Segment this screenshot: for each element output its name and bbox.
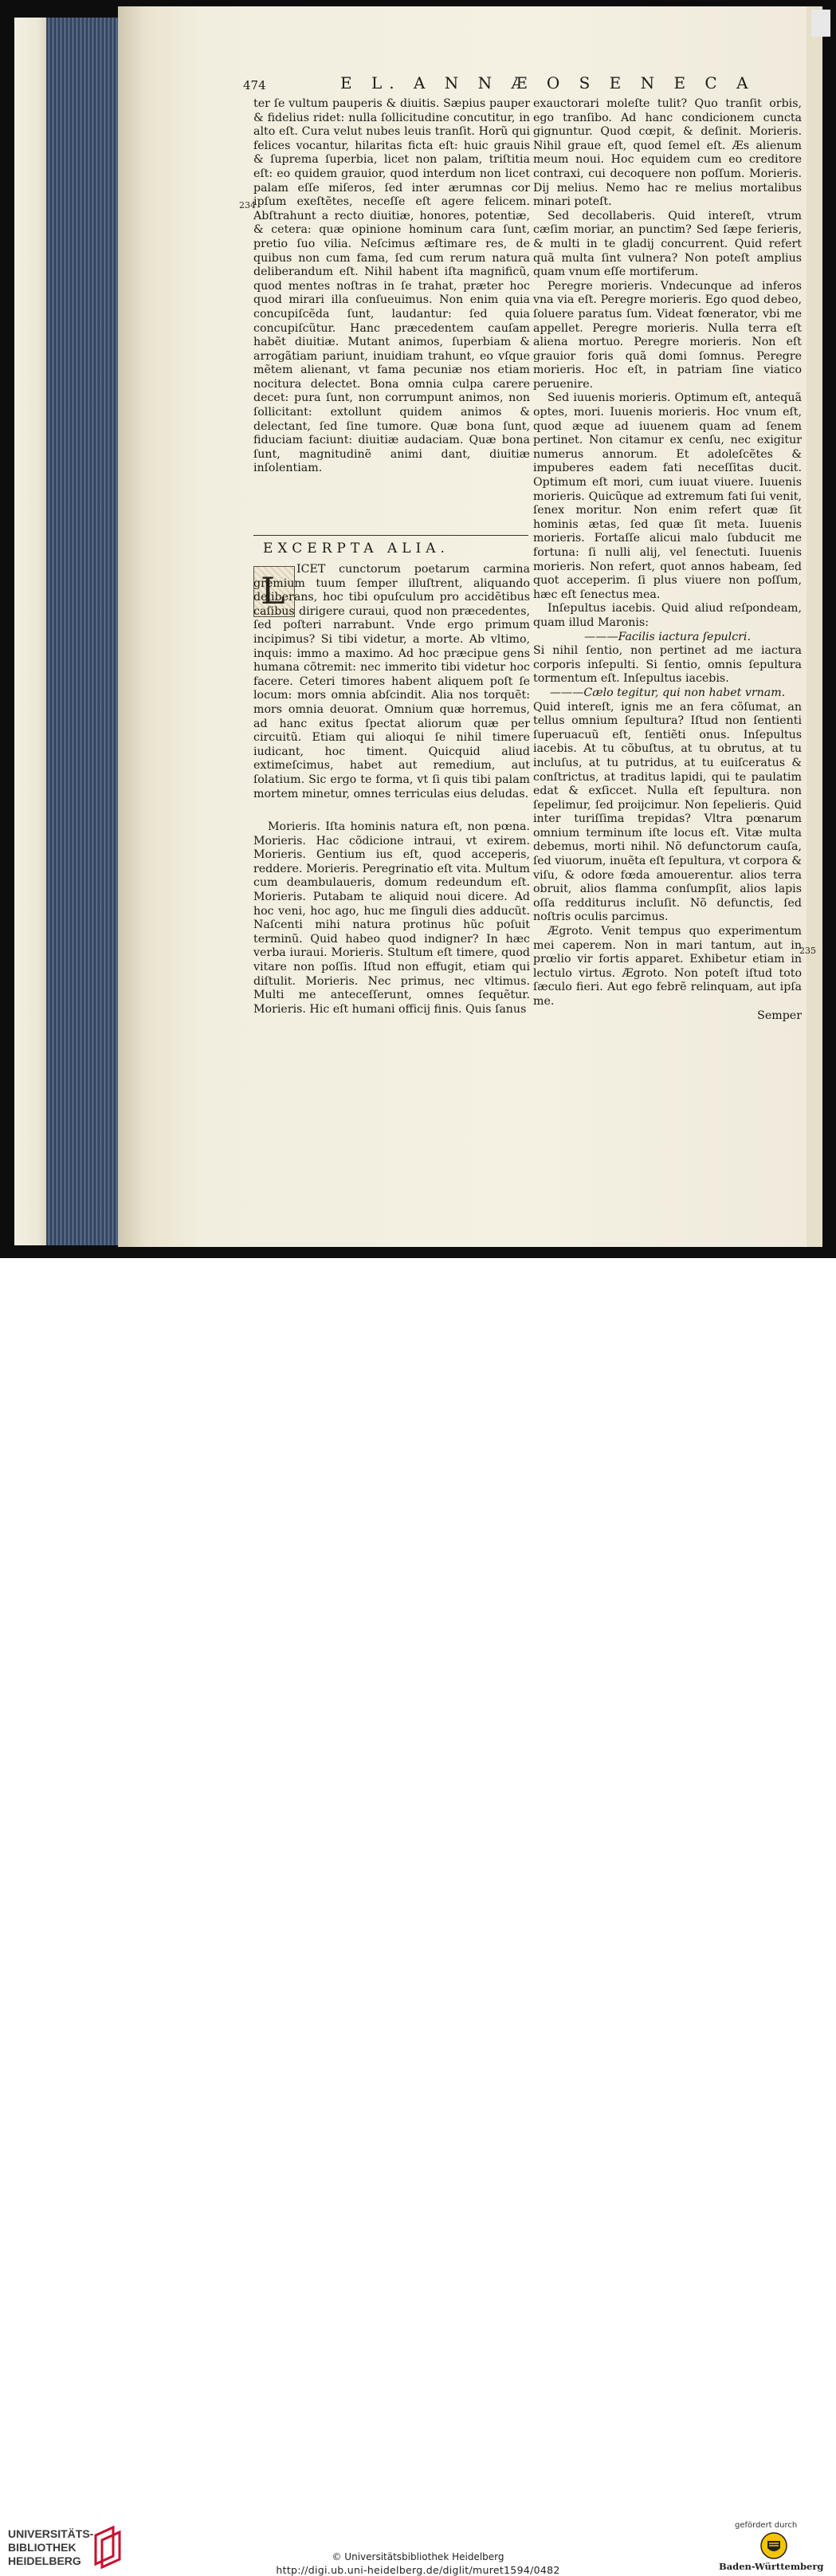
right-paragraph: Peregre morieris. Vndecunque ad inferos vna via eſt. Peregre morieris. Ego quod debeo, ſoluere paratus ſum. Videat fœnerator, vbi me appellet. Peregre morieris. Nulla terra eſt aliena mortuo. Peregre morieris. Non eſt grauior foris quã domi ſomnus. Peregre morieris. Hoc eſt, in patriam ſine viatico peruenire.: [533, 279, 802, 391]
source-url[interactable]: http://digi.ub.uni-heidelberg.de/diglit/muret1594/0482: [276, 2564, 560, 2576]
sponsor-label: gefördert durch: [735, 2521, 798, 2530]
catchword: Semper: [757, 1009, 802, 1022]
page-gutter: [807, 6, 822, 1247]
footer: [0, 1258, 836, 2576]
right-paragraph: Sed iuuenis morieris. Optimum eſt, antequã optes, mori. Iuuenis morieris. Hoc vnum eſt, quod æque ad iuuenem quam ad ſenem pertinet. Non citamur ex cenſu, nec exigitur numerus annorum. Et adoleſcẽtes & impuberes eadem fati neceſſitas ducit. Optimum eſt mori, cum iuuat viuere. Iuuenis morieris. Quicũque ad extremum fati ſui venit, ſenex moritur. Non enim refert quæ ſit hominis ætas, ſed quæ ſit meta. Iuuenis morieris. Fortaſſe alicui malo ſubducit me fortuna: ſi nulli alij, vel ſenectuti. Iuuenis morieris. Non refert, quot annos habeam, ſed quot acceperim. ſi plus viuere non poſſum, hæc eſt ſenectus mea.: [533, 391, 802, 601]
section-body: [253, 563, 530, 801]
right-paragraph: Sed decollaberis. Quid intereſt, vtrum cæſim moriar, an punctim? Sed ſæpe ferieris, & multi in te gladij concurrent. Quid refert quã multa ſint vulnera? Non poteſt amplius quam vnum eſſe mortiferum.: [533, 209, 802, 279]
margin-number-right: 235: [799, 946, 816, 956]
scan-background: [0, 0, 836, 1258]
right-paragraph: exauctorari moleſte tulit? Quo tranſit orbis, ego tranſibo. Ad hanc condicionem cuncta gignuntur. Quod cœpit, & deſinit. Morieris. Nihil graue eſt, quod ſemel eſt. Æs alienum meum noui. Hoc equidem cum eo creditore contraxi, cui decoquere non poſſum. Morieris. Dij melius. Nemo hac re melius mortalibus minari poteſt.: [533, 97, 802, 209]
verse-quote: ———Cælo tegitur, qui non habet vrnam.: [549, 686, 786, 699]
section-title: EXCERPTA ALIA.: [263, 541, 449, 556]
scan-corner-tab: [811, 10, 830, 37]
left-column: [253, 97, 530, 476]
library-name-line: HEIDELBERG: [8, 2554, 81, 2567]
right-paragraph: Ægroto. Venit tempus quo experimentum mei caperem. Non in mari tantum, aut in prœlio vir fortis apparet. Exhibetur etiam in lectulo virtus. Ægroto. Non poteſt iſtud toto ſæculo fieri. Aut ego febrẽ relinquam, aut ipſa me.: [533, 925, 802, 1008]
state-crest-icon: [760, 2532, 787, 2559]
library-name-line: UNIVERSITÄTS-: [8, 2527, 94, 2540]
verse-quote: ———Facilis iactura ſepulcri.: [584, 630, 751, 643]
page-number: 474: [243, 78, 266, 92]
sponsor-block: [717, 2521, 829, 2575]
section-paragraph: ICET cunctorum poetarum carmina gremium tuum ſemper illuſtrent, aliquando deliberans, hoc tibi opuſculum pro accidẽtibus caſibus dirigere curaui, quod non præcedentes, ſed poſteri narrabunt. Vnde ergo primum incipimus? Si tibi videtur, a morte. Ab vltimo, inquis: immo a maximo. Ad hoc præcipue gens humana cõtremit: nec immerito tibi videtur hoc facere. Ceteri timores habent aliquem poſt ſe locum: mors omnia abſcindit. Alia nos torquẽt: mors omnia deuorat. Omnium quæ horremus, ad hanc exitus ſpectat aliorum quæ per circuitũ. Etiam qui alioqui ſe nihil timere iudicant, hoc timent. Quicquid aliud extimeſcimus, habet aut remedium, aut ſolatium. Sic ergo te forma, vt ſi quis tibi palam mortem minetur, omnes terriculas eius deludas.: [253, 563, 530, 800]
sponsor-state: Baden-Württemberg: [719, 2561, 824, 2572]
right-paragraph: Quid intereſt, ignis me an fera cõſumat, an tellus omnium ſepultura? Iſtud non ſentienti ſuperuacuũ eſt, ſentiẽti onus. Inſepultus iacebis. At tu cõbuſtus, at tu obrutus, at tu incluſus, at tu putridus, at tu euiſceratus & conſtrictus, at traditus lapidi, qui te paulatim edat & exſiccet. Nulla eſt ſepultura. non ſepelimur, ſed proijcimur. Non ſepelieris. Quid inter turiſſima trepidas? Vltra pœnarum omnium terminum iſte locus eſt. Vitæ multa debemus, morti nihil. Nõ defunctorum cauſa, ſed viuorum, inuẽta eſt ſepultura, vt corpora & viſu, & odore fœda amouerentur. alios terra obruit, alios flamma conſumpſit, alios lapis oſſa redditurus incluſit. Nõ defunctis, ſed noſtris oculis parcimus.: [533, 700, 802, 924]
running-head-title: E L. A N N Æ O S E N E C A: [340, 73, 756, 92]
right-column: [533, 97, 802, 1023]
page-fore-edge: [14, 18, 48, 1245]
right-paragraph: Inſepultus iacebis. Quid aliud reſpondeam, quam illud Maronis:: [533, 602, 802, 629]
library-name-line: BIBLIOTHEK: [8, 2541, 77, 2554]
copyright-notice: © Universitätsbibliothek Heidelberg: [332, 2551, 504, 2562]
book-block-edge: [46, 18, 120, 1245]
section-body-continued: [253, 820, 530, 1017]
right-paragraph: Si nihil ſentio, non pertinet ad me iactura corporis inſepulti. Si ſentio, omnis ſepultura tormentum eſt. Inſepultus iacebis.: [533, 644, 802, 686]
section-rule: [253, 535, 528, 536]
initial-letter: L: [261, 569, 285, 612]
running-head: [243, 73, 756, 96]
section-paragraph: Morieris. Iſta hominis natura eſt, non pœna. Morieris. Hac cõdicione intraui, vt exirem. Morieris. Gentium ius eſt, quod acceperis, reddere. Morieris. Peregrinatio eſt vita. Multum cum deambulaueris, domum redeundum eſt. Morieris. Putabam te aliquid noui dicere. Ad hoc veni, hoc ago, huc me ſinguli dies adducũt. Naſcenti mihi natura protinus hũc poſuit terminũ. Quid habeo quod indigner? In hæc verba iuraui. Morieris. Stultum eſt timere, quod vitare non poſſis. Iſtud non effugit, etiam qui diſtulit. Morieris. Nec primus, nec vltimus. Multi me anteceſſerunt, omnes ſequẽtur. Morieris. Hic eſt humani officij finis. Quis ſanus: [253, 820, 530, 1016]
left-paragraph: ter ſe vultum pauperis & diuitis. Sæpius pauper & fidelius ridet: nulla ſollicitudine concutitur, in alto eſt. Cura velut nubes leuis tranſit. Horũ qui felices vocantur, hilaritas ficta eſt: huic grauis & ſuprema ſuperbia, licet non palam, triſtitia eſt: eo quidem grauior, quod interdum non licet palam eſſe miſeros, ſed inter ærumnas cor ipſum exeſtẽtes, neceſſe eſt agere felicem. Abſtrahunt a recto diuitiæ, honores, potentiæ, & cetera: quæ opinione hominum cara ſunt, pretio ſuo vilia. Neſcimus æſtimare res, de quibus non cum fama, ſed cum rerum natura deliberandum eſt. Nihil habent iſta magnificũ, quod mentes noſtras in ſe trahat, præter hoc quod mirari illa conſueuimus. Non enim quia concupiſcẽda ſunt, laudantur: ſed quia concupiſcũtur. Hanc præcedentem cauſam habẽt diuitiæ. Mutant animos, ſuperbiam & arrogãtiam pariunt, inuidiam trahunt, eo vſque mẽtem alienant, vt fama pecuniæ nos etiam nocitura delectet. Bona omnia culpa carere decet: pura ſunt, non corrumpunt animos, non ſollicitant: extollunt quidem animos & delectant, ſed ſine tumore. Quæ bona ſunt, fiduciam faciunt: diuitiæ audaciam. Quæ bona ſunt, magnitudinẽ animi dant, diuitiæ inſolentiam.: [253, 97, 530, 475]
margin-number-left: 234: [239, 200, 256, 210]
